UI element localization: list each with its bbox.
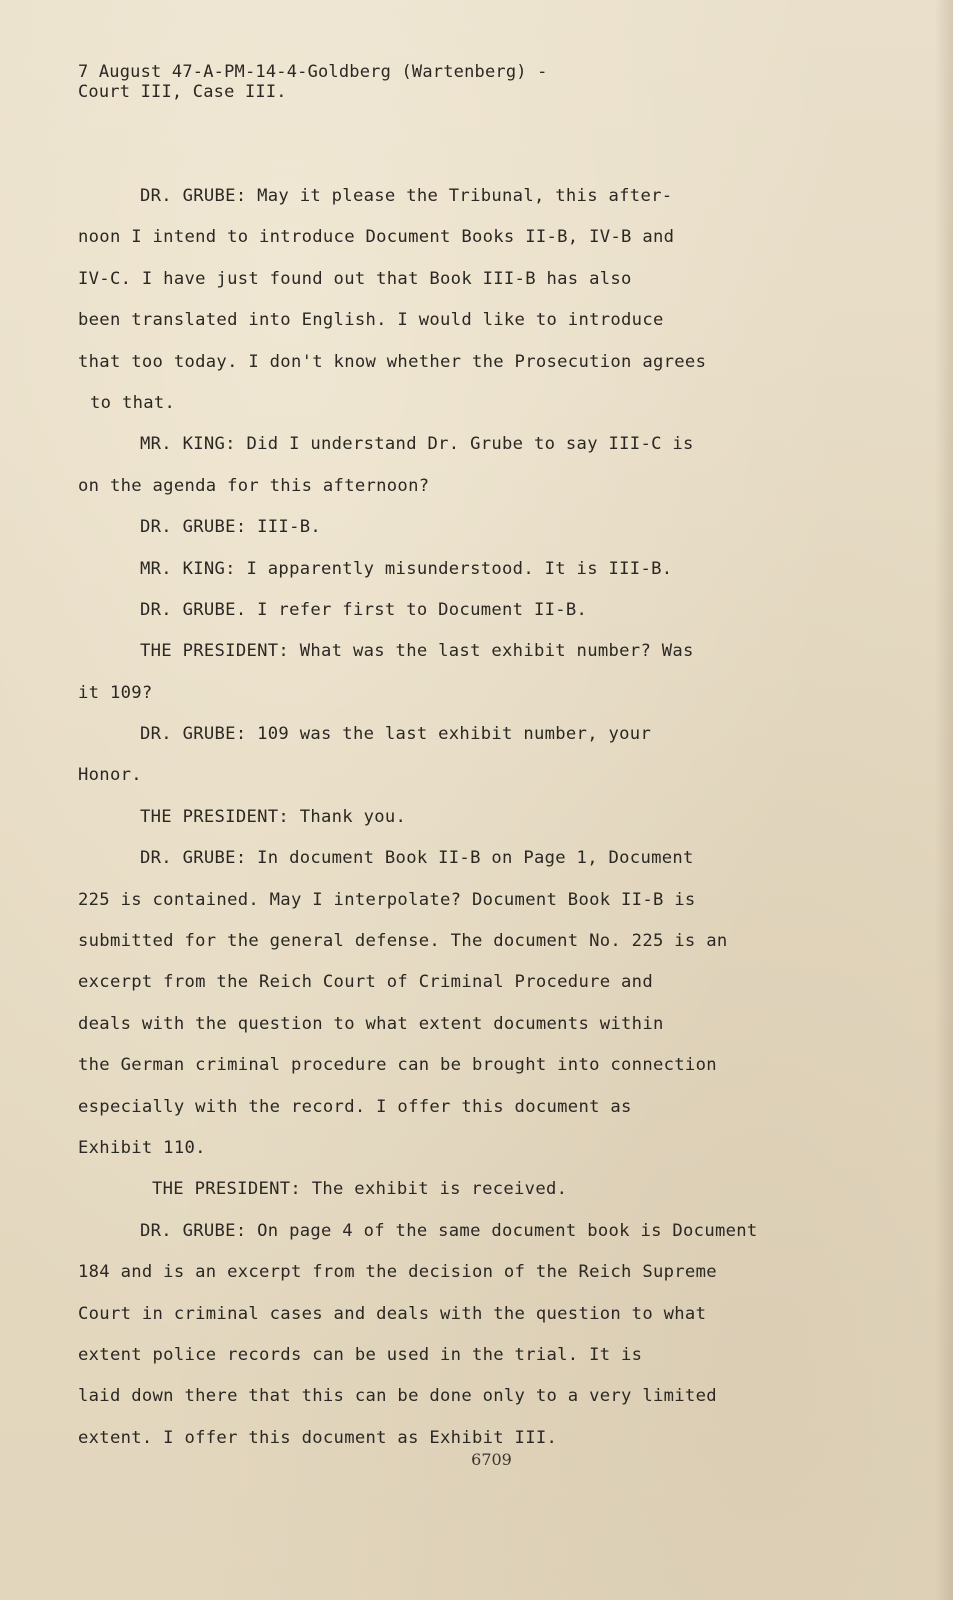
transcript-line: DR. GRUBE. I refer first to Document II-B. [140,599,588,620]
transcript-line: DR. GRUBE: In document Book II-B on Page 1, Document [140,848,694,869]
transcript-line: DR. GRUBE: On page 4 of the same document book is Document [140,1220,758,1241]
transcript-line: especially with the record. I offer this document as [78,1096,632,1117]
page-edge-shadow [935,0,953,1600]
transcript-line: THE PRESIDENT: What was the last exhibit number? Was [140,641,694,662]
page-header [78,62,548,102]
transcript-line: DR. GRUBE: 109 was the last exhibit number, your [140,724,652,745]
transcript-line: DR. GRUBE: III-B. [140,517,322,538]
transcript-body [78,176,898,1459]
transcript-line: noon I intend to introduce Document Books II-B, IV-B and [78,227,675,248]
transcript-line: been translated into English. I would like to introduce [78,310,664,331]
transcript-line: submitted for the general defense. The document No. 225 is an [78,931,728,952]
transcript-line: MR. KING: I apparently misunderstood. It is III-B. [140,558,673,579]
header-court-line: Court III, Case III. [78,82,287,102]
transcript-line: laid down there that this can be done only to a very limited [78,1386,717,1407]
transcript-line: it 109? [78,682,153,703]
transcript-line: Exhibit 110. [78,1137,206,1158]
header-date-line: 7 August 47-A-PM-14-4-Goldberg (Wartenberg) - [78,62,548,82]
page-number: 6709 [471,1450,512,1469]
transcript-line: that too today. I don't know whether the Prosecution agrees [78,351,707,372]
transcript-line: the German criminal procedure can be brought into connection [78,1055,717,1076]
transcript-line: 225 is contained. May I interpolate? Document Book II-B is [78,889,696,910]
transcript-line: MR. KING: Did I understand Dr. Grube to say III-C is [140,434,694,455]
transcript-line: on the agenda for this afternoon? [78,475,430,496]
transcript-line: extent police records can be used in the trial. It is [78,1344,643,1365]
transcript-line: Honor. [78,765,142,786]
transcript-line: to that. [90,392,176,413]
transcript-line: excerpt from the Reich Court of Criminal Procedure and [78,972,653,993]
transcript-line: 184 and is an excerpt from the decision of the Reich Supreme [78,1262,717,1283]
transcript-line: extent. I offer this document as Exhibit III. [78,1427,558,1448]
transcript-line: THE PRESIDENT: Thank you. [140,806,407,827]
transcript-line: deals with the question to what extent documents within [78,1013,664,1034]
transcript-line: DR. GRUBE: May it please the Tribunal, this after- [140,186,673,206]
transcript-line: IV-C. I have just found out that Book III-B has also [78,268,632,289]
transcript-line: Court in criminal cases and deals with the question to what [78,1303,707,1324]
transcript-line: THE PRESIDENT: The exhibit is received. [152,1179,568,1200]
